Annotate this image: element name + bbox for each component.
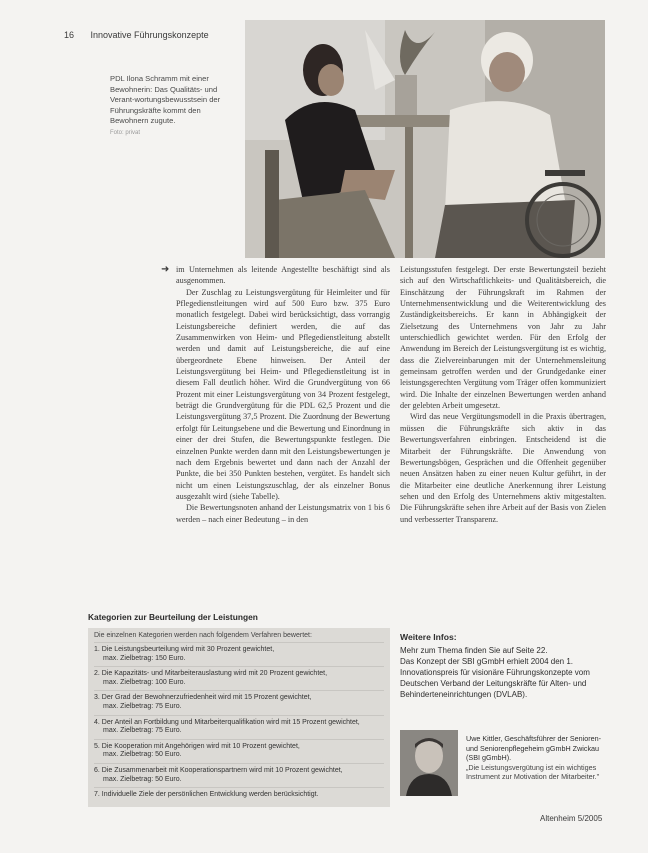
caption-text: PDL Ilona Schramm mit einer Bewohnerin: Das Qualitäts- und Verant-wortungsbewusstsein der Führungskräfte kommt den Bewohnern zugute. [110,74,221,125]
further-info [400,632,606,700]
category-text: 2. Die Kapazitäts- und Mitarbeiterauslastung wird mit 20 Prozent gewichtet, [94,670,328,678]
caregiver-resident-photo [245,20,605,258]
article-column-right [400,264,606,525]
article-column-left [176,264,390,525]
category-item [94,763,384,787]
info-line: Mehr zum Thema finden Sie auf Seite 22. [400,646,548,655]
author-quote: „Die Leistungsvergütung ist ein wichtiges Instrument zur Motivation der Mitarbeiter." [466,762,600,781]
article-paragraph: im Unternehmen als leitende Angestellte beschäftigt sind als ausgenommen. [176,265,390,286]
author-details [466,734,606,782]
box-body [88,628,390,807]
info-line: Das Konzept der SBI gGmbH erhielt 2004 den 1. Innovationspreis für visionäre Führungskonzepte vom Deutschen Verband der Leitungskräfte für Alten- und Behinderteneinrichtungen (DVLAB). [400,657,590,699]
article-paragraph: Der Zuschlag zu Leistungsvergütung für Heimleiter und für Pflegedienstleitungen wird auf 500 Euro bzw. 375 Euro monatlich festgelegt. Dabei wird berücksichtigt, dass vorrangig Leistungsbereiche definiert werden, die auf das Zusammenwirken von Heim- und Pflegedienstleitung abstellt werden und damit auf Leistungsbereiche, die auf eine übergeordnete Ebene hinweisen. Der Anteil der Leistungsvergütung bei Heim- und Pflegedienstleitung ist in diesem Fall deutlich höher. Wird die Grundvergütung von 66 Prozent mit einer Leistungsvergütung von 34 Prozent festgelegt, beträgt die Grundvergütung für die PDL 62,5 Prozent und die Leistungsvergütung 37,5 Prozent. Die Zuordnung der Bewertung erfolgt für Leitungsebene und die Bewertung und Einordnung in einer der drei Stufen, die Bewertungspunkte festlegen. Die einzelnen Punkte werden dann mit den Leistungsbewertungen je nach dem Ergebnis bewertet und dann nach der Anzahl der Punkte, die bei 350 Punkten bestehen, vergütet. Es handelt sich nicht um einen Leistungszuschlag, der als einzelner Bonus ausgezahlt wird (siehe Tabelle). [176,287,390,501]
category-item [94,690,384,714]
category-item [94,666,384,690]
box-title: Kategorien zur Beurteilung der Leistungen [88,612,258,622]
page-number: 16 [64,30,75,40]
article-paragraph: Leistungsstufen festgelegt. Der erste Bewertungsteil bezieht sich auf den Wirtschaftlichkeits- und Qualitätsbereich, die Einschätzung der Führungskraft im Rahmen der Unternehmensentwicklung und die Weiterentwicklung des Zuständigkeitsbereichs. Er kann in Abhängigkeit der Zielsetzung des Unternehmens von Jahr zu Jahr unterschiedlich gewichtet werden. Für den Erfolg der Anwendung im Bereich der Leistungsvergütung ist es wichtig, dass die Zielvereinbarungen mit der Unternehmensleitung gemeinsam getroffen werden und der Grundgedanke einer leistungsgerechten Vergütung vom Träger offen kommuniziert wird. Die Inhalte der einzelnen Bewertungen werden anhand der gelebten Arbeit umgesetzt. [400,265,606,411]
section-title: Innovative Führungskonzepte [90,30,209,40]
photo-caption [110,74,235,138]
photo-credit: Foto: privat [110,129,141,136]
page-header [64,30,209,40]
category-text: 1. Die Leistungsbeurteilung wird mit 30 Prozent gewichtet, [94,646,275,653]
category-text: 5. Die Kooperation mit Angehörigen wird mit 10 Prozent gewichtet, [94,742,300,750]
categories-box [88,612,390,807]
box-intro: Die einzelnen Kategorien werden nach folgendem Verfahren bewertet: [94,632,312,639]
category-item [94,715,384,739]
category-amount: max. Zielbetrag: 100 Euro. [103,678,186,686]
category-item [94,787,384,803]
category-amount: max. Zielbetrag: 75 Euro. [103,727,182,735]
category-amount: max. Zielbetrag: 50 Euro. [103,775,182,783]
article-paragraph: Die Bewertungsnoten anhand der Leistungsmatrix von 1 bis 6 werden – nach einer Bedeutung – in den [176,503,390,524]
continuation-arrow-icon: ➜ [161,264,170,275]
article-paragraph: Wird das neue Vergütungsmodell in die Praxis übertragen, müssen die Führungskräfte sich aktiv in das Bewertungsverfahren einbringen. Entscheidend ist die Mitarbeit der Führungskräfte. Die Anwendung von Bewertungsbögen, Gesprächen und die Offenheit gegenüber neuen Ansätzen haben zu einer neuen Kultur geführt, in der die Mitarbeiter eine deutliche Anerkennung ihrer Leistung sehen und den Erfolg des Unternehmens aktiv mitgestalten. Die Führungskräfte sehen ihre Arbeit auf der Basis von Zielen und verbesserter Transparenz. [400,412,606,524]
category-item [94,642,384,666]
author-name: Uwe Kittler, Geschäftsführer der Senioren- und Seniorenpflegeheim gGmbH Zwickau (SBI gGmbH). [466,734,602,762]
publication-footer: Altenheim 5/2005 [540,814,603,823]
category-amount: max. Zielbetrag: 75 Euro. [103,702,182,710]
category-amount: max. Zielbetrag: 150 Euro. [103,654,186,662]
category-text: 3. Der Grad der Bewohnerzufriedenheit wird mit 15 Prozent gewichtet, [94,694,312,702]
category-amount: max. Zielbetrag: 50 Euro. [103,751,182,759]
info-title: Weitere Infos: [400,632,457,642]
category-text: 7. Individuelle Ziele der persönlichen Entwicklung werden berücksichtigt. [94,791,319,799]
category-item [94,739,384,763]
category-text: 6. Die Zusammenarbeit mit Kooperationspartnern wird mit 10 Prozent gewichtet, [94,766,343,774]
category-text: 4. Der Anteil an Fortbildung und Mitarbeiterqualifikation wird mit 15 Prozent gewichtet, [94,718,360,726]
author-portrait [400,730,458,796]
